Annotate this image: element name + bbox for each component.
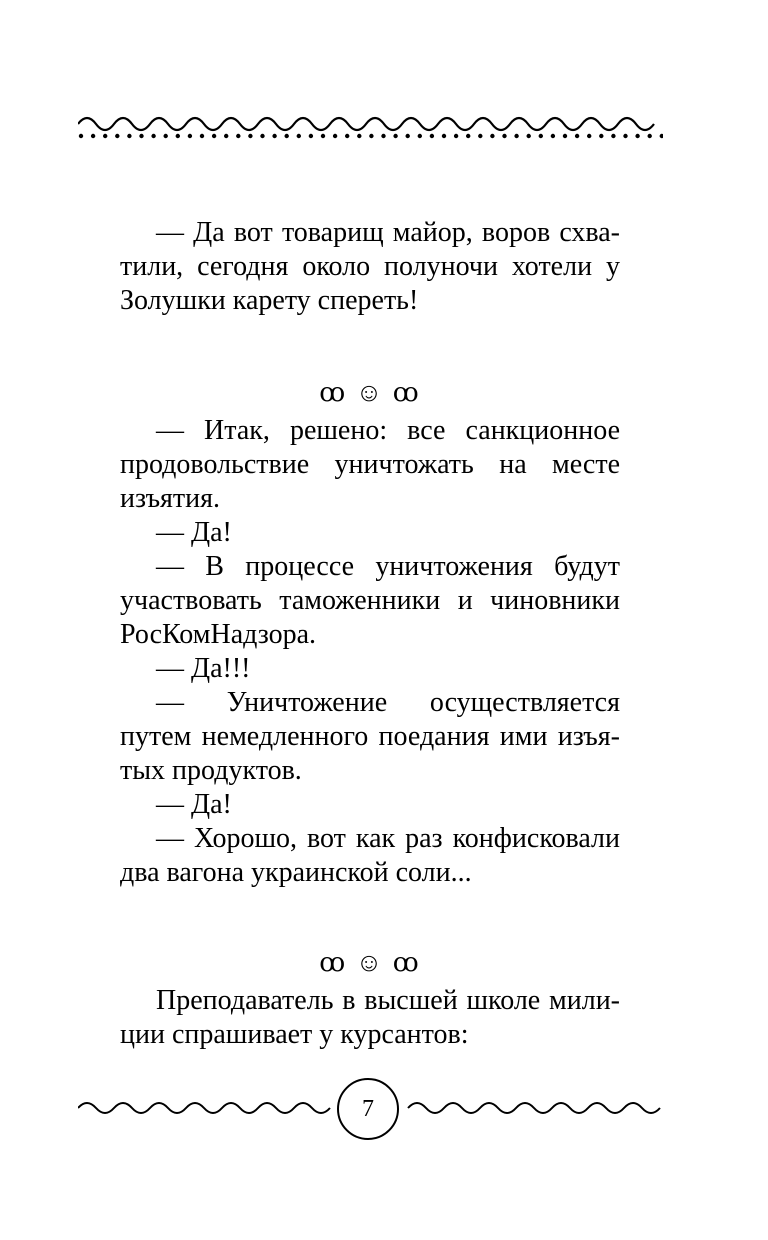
ornament-right-icon: ꝏ [392, 948, 421, 977]
header-dot [563, 134, 567, 138]
header-dot [514, 134, 518, 138]
paragraph-narration [120, 984, 620, 1052]
header-dot [406, 134, 410, 138]
header-dot [272, 134, 276, 138]
footer-wave-right [408, 1103, 660, 1113]
header-dot [575, 134, 579, 138]
header-dot [260, 134, 264, 138]
header-dot [551, 134, 555, 138]
header-dot [285, 134, 289, 138]
header-dot [345, 134, 349, 138]
header-dot [635, 134, 639, 138]
smiley-icon: ☺ [355, 378, 385, 407]
text-line: тых продуктов. [120, 755, 302, 786]
header-dot [333, 134, 337, 138]
header-wave-line [78, 118, 654, 130]
section-separator [120, 378, 620, 408]
text-line: — В процессе уничтожения будут [156, 551, 620, 582]
header-dot [660, 134, 663, 138]
text-line: — Итак, решено: все санкционное [156, 415, 620, 446]
header-wave-border [78, 104, 663, 154]
text-line: Преподаватель в высшей школе мили- [156, 985, 620, 1016]
text-line: — Да! [156, 517, 232, 548]
header-dot [151, 134, 155, 138]
header-dot [490, 134, 494, 138]
header-dot [297, 134, 301, 138]
header-dot [103, 134, 107, 138]
ornament-left-icon: ꝏ [319, 378, 348, 407]
text-line: продовольствие уничтожать на месте [120, 449, 620, 480]
header-dot [393, 134, 397, 138]
header-dot [454, 134, 458, 138]
header-dot [139, 134, 143, 138]
header-dot [381, 134, 385, 138]
text-line: два вагона украинской соли... [120, 857, 472, 888]
text-line: тили, сегодня около полуночи хотели у [120, 251, 620, 282]
header-dot [79, 134, 83, 138]
header-dot [212, 134, 216, 138]
text-line: — Уничтожение осуществляется [156, 687, 620, 718]
header-dot [648, 134, 652, 138]
header-dot [357, 134, 361, 138]
header-dot [623, 134, 627, 138]
header-dot-row [79, 134, 663, 138]
header-dot [164, 134, 168, 138]
paragraph-dialogue-2 [120, 414, 620, 890]
header-dot [188, 134, 192, 138]
text-line: РосКомНадзора. [120, 619, 317, 650]
header-dot [418, 134, 422, 138]
header-dot [248, 134, 252, 138]
text-line: изъятия. [120, 483, 221, 514]
header-dot [539, 134, 543, 138]
page-number: 7 [337, 1078, 399, 1140]
header-dot [466, 134, 470, 138]
text-line: — Да!!! [156, 653, 251, 684]
header-dot [478, 134, 482, 138]
text-line: участвовать таможенники и чиновники [120, 585, 620, 616]
paragraph-dialogue-1 [120, 216, 620, 318]
header-dot [502, 134, 506, 138]
text-line: путем немедленного поедания ими изъя- [120, 721, 620, 752]
header-dot [236, 134, 240, 138]
text-line: — Да вот товарищ майор, воров схва- [156, 217, 620, 248]
header-dot [611, 134, 615, 138]
header-dot [127, 134, 131, 138]
header-dot [309, 134, 313, 138]
header-dot [430, 134, 434, 138]
header-dot [200, 134, 204, 138]
smiley-icon: ☺ [355, 948, 385, 977]
header-dot [115, 134, 119, 138]
text-line: — Да! [156, 789, 232, 820]
header-dot [527, 134, 531, 138]
header-dot [224, 134, 228, 138]
text-line: — Хорошо, вот как раз конфисковали [156, 823, 620, 854]
section-separator [120, 948, 620, 978]
header-dot [587, 134, 591, 138]
footer-wave-left [78, 1103, 330, 1113]
text-line: ции спрашивает у курсантов: [120, 1019, 469, 1050]
header-dot [91, 134, 95, 138]
ornament-right-icon: ꝏ [392, 378, 421, 407]
header-dot [599, 134, 603, 138]
header-dot [442, 134, 446, 138]
header-dot [369, 134, 373, 138]
ornament-left-icon: ꝏ [319, 948, 348, 977]
header-dot [321, 134, 325, 138]
header-dot [176, 134, 180, 138]
text-line: Золушки карету спереть! [120, 285, 419, 316]
